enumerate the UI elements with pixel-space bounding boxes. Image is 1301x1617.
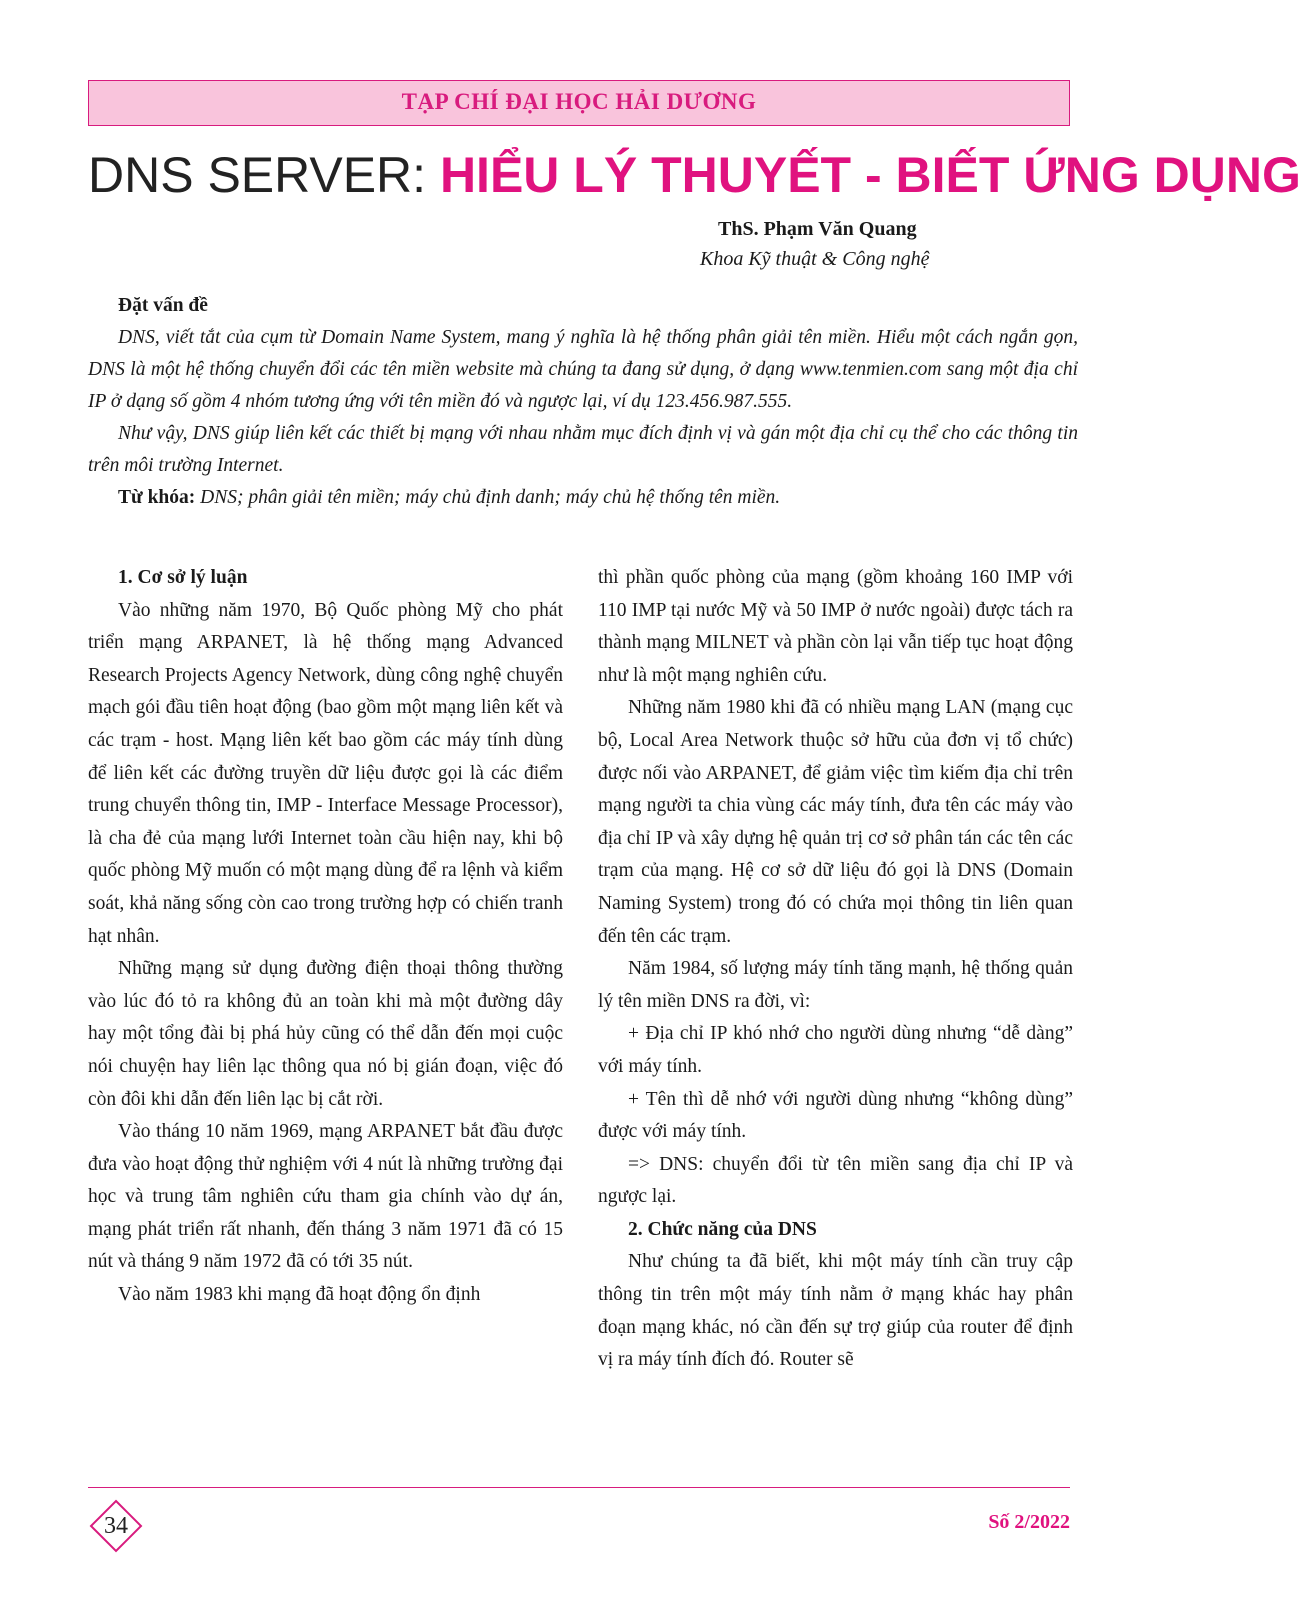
title-prefix: DNS SERVER: bbox=[88, 147, 440, 203]
body-paragraph: Như chúng ta đã biết, khi một máy tính cần truy cập thông tin trên một máy tính nằm ở mạng khác hay phân đoạn mạng khác, nó cần đến sự trợ giúp của router để định vị ra máy tính đích đó. Router sẽ bbox=[598, 1251, 1073, 1371]
issue-number: Số 2/2022 bbox=[988, 1511, 1070, 1533]
page-number: 34 bbox=[104, 1513, 128, 1539]
page-number-badge bbox=[88, 1498, 144, 1554]
keywords bbox=[88, 482, 1078, 514]
body-paragraph: Những năm 1980 khi đã có nhiều mạng LAN (mạng cục bộ, Local Area Network thuộc sở hữu của đơn vị tổ chức) được nối vào ARPANET, để giảm việc tìm kiếm địa chỉ trên mạng người ta chia vùng các máy tính, đưa tên các máy vào địa chỉ IP và xây dựng hệ quản trị cơ sở phân tán các tên các trạm của mạng. Hệ cơ sở dữ liệu đó gọi là DNS (Domain Naming System) trong đó có chứa mọi thông tin liên quan đến tên các trạm. bbox=[598, 697, 1073, 947]
body-paragraph: => DNS: chuyển đổi từ tên miền sang địa chỉ IP và ngược lại. bbox=[598, 1153, 1073, 1208]
body-paragraph: Vào tháng 10 năm 1969, mạng ARPANET bắt đầu được đưa vào hoạt động thử nghiệm với 4 nút là những trường đại học và trung tâm nghiên cứu tham gia chính vào dự án, mạng phát triển rất nhanh, đến tháng 3 năm 1971 đã có 15 nút và tháng 9 năm 1972 đã có tới 35 nút. bbox=[88, 1121, 563, 1273]
body-paragraph: Năm 1984, số lượng máy tính tăng mạnh, hệ thống quản lý tên miền DNS ra đời, vì: bbox=[598, 958, 1073, 1012]
title-highlight: HIỂU LÝ THUYẾT - BIẾT ỨNG DỤNG bbox=[439, 147, 1301, 203]
right-column bbox=[598, 562, 1073, 1377]
journal-banner: TẠP CHÍ ĐẠI HỌC HẢI DƯƠNG bbox=[88, 80, 1070, 126]
footer-divider bbox=[88, 1487, 1070, 1488]
body-paragraph: + Địa chỉ IP khó nhớ cho người dùng nhưng “dễ dàng” với máy tính. bbox=[598, 1023, 1073, 1077]
abstract-paragraph: Như vậy, DNS giúp liên kết các thiết bị mạng với nhau nhằm mục đích định vị và gán một địa chỉ cụ thể cho các thông tin trên môi trường Internet. bbox=[88, 423, 1078, 476]
body-paragraph: + Tên thì dễ nhớ với người dùng nhưng “không dùng” được với máy tính. bbox=[598, 1088, 1073, 1143]
section-heading: 1. Cơ sở lý luận bbox=[118, 567, 248, 588]
abstract-section bbox=[88, 290, 1078, 514]
section-heading: 2. Chức năng của DNS bbox=[628, 1218, 817, 1240]
abstract-paragraph: DNS, viết tắt của cụm từ Domain Name System, mang ý nghĩa là hệ thống phân giải tên miền. Hiểu một cách ngắn gọn, DNS là một hệ thống chuyển đổi các tên miền website mà chúng ta đang sử dụng, ở dạng www.tenmien.com sang một địa chỉ IP ở dạng số gồm 4 nhóm tương ứng với tên miền đó và ngược lại, ví dụ 123.456.987.555. bbox=[88, 327, 1078, 412]
body-paragraph: Vào năm 1983 khi mạng đã hoạt động ổn định bbox=[118, 1284, 481, 1306]
body-paragraph: thì phần quốc phòng của mạng (gồm khoảng 160 IMP với 110 IMP tại nước Mỹ và 50 IMP ở nước ngoài) được tách ra thành mạng MILNET và phần còn lại vẫn tiếp tục hoạt động như là một mạng nghiên cứu. bbox=[598, 567, 1073, 686]
abstract-heading: Đặt vấn đề bbox=[118, 295, 208, 316]
body-paragraph: Những mạng sử dụng đường điện thoại thông thường vào lúc đó tỏ ra không đủ an toàn khi mà một đường dây hay một tổng đài bị phá hủy cũng có thể dẫn đến mọi cuộc nói chuyện hay liên lạc thông qua nó bị gián đoạn, việc đó còn đôi khi dẫn đến liên lạc bị cắt rời. bbox=[88, 958, 563, 1110]
left-column bbox=[88, 562, 563, 1312]
article-title bbox=[88, 144, 1301, 206]
body-paragraph: Vào những năm 1970, Bộ Quốc phòng Mỹ cho phát triển mạng ARPANET, là hệ thống mạng Advanced Research Projects Agency Network, dùng công nghệ chuyển mạch gói đầu tiên hoạt động (bao gồm một mạng liên kết và các trạm - host. Mạng liên kết bao gồm các máy tính dùng để liên kết các đường truyền dữ liệu được gọi là các điểm trung chuyển thông tin, IMP - Interface Message Processor), là cha đẻ của mạng lưới Internet toàn cầu hiện nay, khi bộ quốc phòng Mỹ muốn có một mạng dùng để ra lệnh và kiểm soát, khả năng sống còn cao trong trường hợp có chiến tranh hạt nhân. bbox=[88, 599, 563, 947]
keywords-text: DNS; phân giải tên miền; máy chủ định danh; máy chủ hệ thống tên miền. bbox=[195, 487, 781, 508]
author-name: ThS. Phạm Văn Quang bbox=[718, 218, 917, 240]
author-affiliation: Khoa Kỹ thuật & Công nghệ bbox=[700, 248, 930, 270]
keywords-label: Từ khóa: bbox=[118, 487, 196, 508]
